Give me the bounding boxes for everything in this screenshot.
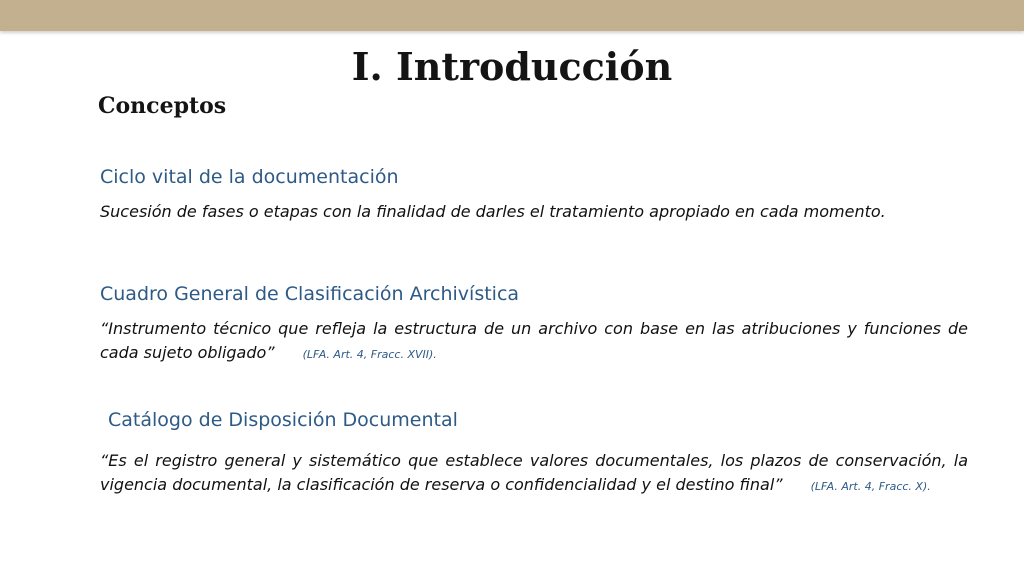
definition-catalogo-disposicion <box>100 449 968 499</box>
heading-ciclo-vital: Ciclo vital de la documentación <box>100 166 399 188</box>
heading-catalogo-disposicion: Catálogo de Disposición Documental <box>108 409 458 431</box>
top-decorative-band <box>0 0 1024 31</box>
heading-cuadro-general: Cuadro General de Clasificación Archivística <box>100 283 520 305</box>
legal-reference: (LFA. Art. 4, Fracc. X). <box>810 480 931 493</box>
definition-text: “Instrumento técnico que refleja la estructura de un archivo con base en las atribuciones y funciones de cada sujeto obligado” <box>100 319 968 362</box>
definition-text: Sucesión de fases o etapas con la finalidad de darles el tratamiento apropiado en cada momento. <box>100 202 886 221</box>
legal-reference: (LFA. Art. 4, Fracc. XVII). <box>302 348 437 361</box>
definition-cuadro-general <box>100 317 968 367</box>
slide-subtitle: Conceptos <box>98 93 227 119</box>
definition-ciclo-vital <box>100 200 968 224</box>
slide-title: I. Introducción <box>351 44 673 89</box>
definition-text: “Es el registro general y sistemático que establece valores documentales, los plazos de conservación, la vigencia documental, la clasificación de reserva o confidencialidad y el destino final” <box>100 451 968 494</box>
